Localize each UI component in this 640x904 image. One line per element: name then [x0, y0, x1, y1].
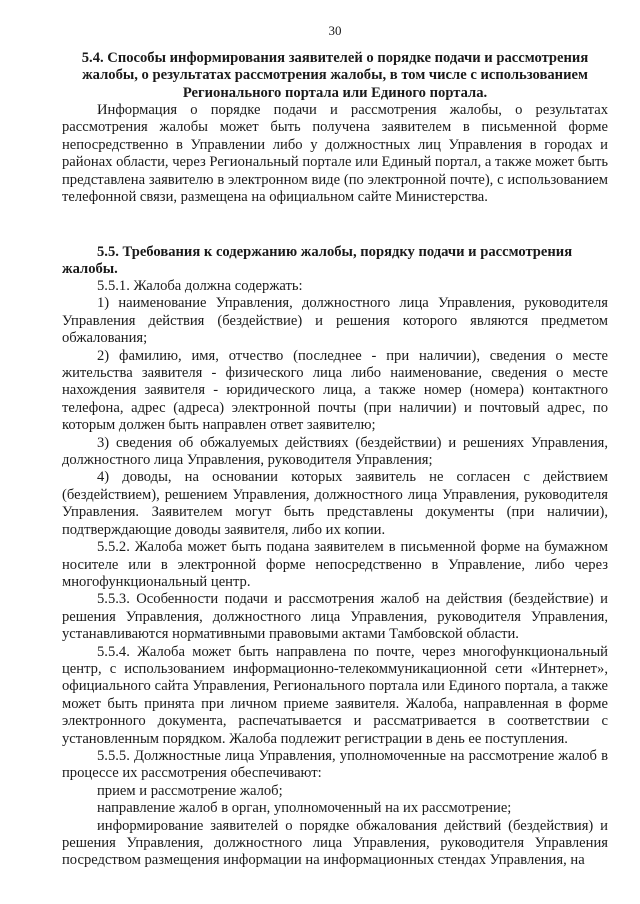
section-5-4-body — [62, 102, 608, 206]
paragraph: 5.5.5. Должностные лица Управления, уполномоченные на рассмотрение жалоб в процессе их рассмотрения обеспечивают: — [62, 747, 608, 782]
paragraph: 3) сведения об обжалуемых действиях (бездействии) и решениях Управления, должностного лица Управления, руководителя Управления; — [62, 434, 608, 469]
paragraph: информирование заявителей о порядке обжалования действий (бездействия) и решения Управления, должностного лица Управления, руководителя Управления посредством размещения информации на информационных стендах Управления, на — [62, 817, 608, 869]
paragraph: направление жалоб в орган, уполномоченный на их рассмотрение; — [97, 800, 512, 817]
paragraph: 5.5.1. Жалоба должна содержать: — [97, 278, 303, 294]
paragraph: 5.5.4. Жалоба может быть направлена по почте, через многофункциональный центр, с использованием информационно-телекоммуникационной сети «Интернет», официального сайта Управления, Регионального портала или Единого портала, а также может быть принята при личном приеме заявителя. Жалоба, направленная в форме электронного документа, распечатывается и рассматривается в соответствии с установленным порядком. Жалоба подлежит регистрации в день ее поступления. — [62, 643, 608, 747]
paragraph: 1) наименование Управления, должностного лица Управления, руководителя Управления действия (бездействие) и решения которого являются предметом обжалования; — [62, 295, 608, 347]
paragraph: 4) доводы, на основании которых заявитель не согласен с действием (бездействием), решением Управления, должностного лица Управления, руководителя Управления. Заявителем могут быть представлены документы (при наличии), подтверждающие доводы заявителя, либо их копии. — [62, 469, 608, 538]
paragraph: Информация о порядке подачи и рассмотрения жалобы, о результатах рассмотрения жалобы может быть получена заявителем в письменной форме непосредственно в Управлении либо у должностных лиц Управления в городах и районах области, через Региональный портале или Единый портал, а также может быть представлена заявителю в электронном виде (по электронной почте), с использованием телефонной связи, размещена на официальном сайте Министерства. — [62, 102, 608, 206]
paragraph: 5.5.2. Жалоба может быть подана заявителем в письменной форме на бумажном носителе или в электронной форме непосредственно в Управление, либо через многофункциональный центр. — [62, 539, 608, 590]
section-5-4-title: 5.4. Способы информирования заявителей о порядке подачи и рассмотрения жалобы, о результатах рассмотрения жалобы, в том числе с использованием Регионального портала или Единого портала. — [81, 50, 589, 101]
page-number: 30 — [328, 23, 342, 38]
paragraph: прием и рассмотрение жалоб; — [97, 782, 283, 799]
section-5-5-title: 5.5. Требования к содержанию жалобы, порядку подачи и рассмотрения жалобы. — [62, 244, 573, 278]
section-5-5-body — [62, 278, 608, 870]
paragraph: 2) фамилию, имя, отчество (последнее - при наличии), сведения о месте жительства заявителя - физического лица либо наименование, сведения о месте нахождения заявителя - юридического лица, а также номер (номера) контактного телефона, адрес (адреса) электронной почты (при наличии) и почтовый адрес, по которым должен быть направлен ответ заявителю; — [62, 347, 608, 434]
paragraph: 5.5.3. Особенности подачи и рассмотрения жалоб на действия (бездействие) и решения Управления, должностного лица Управления, руководителя Управления, устанавливаются нормативными правовыми актами Тамбовской области. — [62, 591, 608, 643]
